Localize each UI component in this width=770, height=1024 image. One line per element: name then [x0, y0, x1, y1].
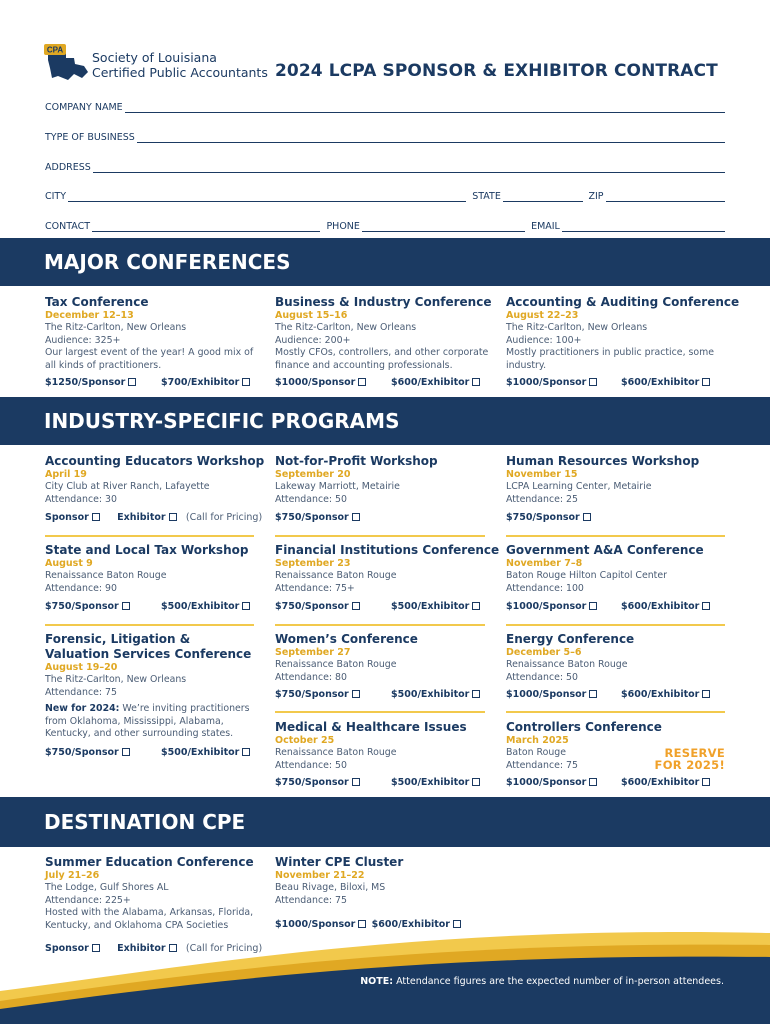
hr-sponsor-option[interactable]: $750/Sponsor	[506, 512, 591, 523]
event-financial-institutions-conference: Financial Institutions Conference September 23 Renaissance Baton Rouge Attendance: 75+	[275, 543, 500, 594]
event-state-local-tax-workshop: State and Local Tax Workshop August 9 Renaissance Baton Rouge Attendance: 90	[45, 543, 249, 594]
section-industry-programs: INDUSTRY-SPECIFIC PROGRAMS	[0, 397, 770, 445]
checkbox[interactable]	[702, 602, 710, 610]
logo-text: CPA	[46, 45, 64, 55]
checkbox[interactable]	[589, 378, 597, 386]
event-accounting-auditing-conference: Accounting & Auditing Conference August 22–23 The Ritz-Carlton, New Orleans Audience: 100+ Mostly practitioners in public practice, some industry.	[506, 295, 740, 371]
reserve-for-2025-badge: RESERVE FOR 2025!	[654, 746, 725, 772]
energy-sponsor-option[interactable]: $1000/Sponsor	[506, 689, 597, 700]
women-exhibitor-option[interactable]: $500/Exhibitor	[391, 689, 480, 700]
checkbox[interactable]	[352, 690, 360, 698]
event-forensic-litigation-valuation-conference: Forensic, Litigation & Valuation Services Conference August 19–20 The Ritz-Carlton, New Orleans Attendance: 75 New for 2024: We’re inviting practitioners from Oklahoma, Mississippi, Alabama, Kentucky, and other surrounding states.	[45, 632, 252, 740]
checkbox[interactable]	[472, 778, 480, 786]
address-field[interactable]: ADDRESS	[45, 159, 725, 173]
financial-sponsor-option[interactable]: $750/Sponsor	[275, 601, 360, 612]
event-winter-cpe-cluster: Winter CPE Cluster November 21–22 Beau Rivage, Biloxi, MS Attendance: 75	[275, 855, 404, 906]
checkbox[interactable]	[122, 748, 130, 756]
company-name-field[interactable]: COMPANY NAME	[45, 99, 725, 113]
checkbox[interactable]	[92, 513, 100, 521]
business-exhibitor-option[interactable]: $600/Exhibitor	[391, 377, 480, 388]
winter-options[interactable]: $1000/Sponsor $600/Exhibitor	[275, 919, 461, 930]
checkbox[interactable]	[242, 378, 250, 386]
tax-sponsor-option[interactable]: $1250/Sponsor	[45, 377, 136, 388]
checkbox[interactable]	[352, 513, 360, 521]
divider	[275, 624, 485, 626]
checkbox[interactable]	[583, 513, 591, 521]
checkbox[interactable]	[589, 602, 597, 610]
educators-options[interactable]: Sponsor Exhibitor (Call for Pricing)	[45, 512, 263, 523]
organization-name: Society of Louisiana Certified Public Accountants	[92, 50, 268, 80]
divider	[275, 711, 485, 713]
checkbox[interactable]	[702, 378, 710, 386]
divider	[45, 535, 254, 537]
event-accounting-educators-workshop: Accounting Educators Workshop April 19 City Club at River Ranch, Lafayette Attendance: 30	[45, 454, 265, 505]
financial-exhibitor-option[interactable]: $500/Exhibitor	[391, 601, 480, 612]
medical-sponsor-option[interactable]: $750/Sponsor	[275, 777, 360, 788]
divider	[45, 624, 254, 626]
checkbox[interactable]	[702, 690, 710, 698]
checkbox[interactable]	[589, 690, 597, 698]
city-state-zip-fields[interactable]: CITY STATE ZIP	[45, 188, 725, 202]
event-not-for-profit-workshop: Not-for-Profit Workshop September 20 Lakeway Marriott, Metairie Attendance: 50	[275, 454, 438, 505]
controllers-exhibitor-option[interactable]: $600/Exhibitor	[621, 777, 710, 788]
women-sponsor-option[interactable]: $750/Sponsor	[275, 689, 360, 700]
event-womens-conference: Women’s Conference September 27 Renaissance Baton Rouge Attendance: 80	[275, 632, 418, 683]
checkbox[interactable]	[352, 602, 360, 610]
checkbox[interactable]	[122, 602, 130, 610]
salt-sponsor-option[interactable]: $750/Sponsor	[45, 601, 130, 612]
event-business-industry-conference: Business & Industry Conference August 15–16 The Ritz-Carlton, New Orleans Audience: 200+ Mostly CFOs, controllers, and other corporate finance and accounting professionals.	[275, 295, 492, 371]
section-major-conferences: MAJOR CONFERENCES	[0, 238, 770, 286]
summer-options[interactable]: Sponsor Exhibitor (Call for Pricing)	[45, 943, 263, 954]
divider	[506, 535, 725, 537]
divider	[506, 624, 725, 626]
tax-exhibitor-option[interactable]: $700/Exhibitor	[161, 377, 250, 388]
government-sponsor-option[interactable]: $1000/Sponsor	[506, 601, 597, 612]
checkbox[interactable]	[472, 378, 480, 386]
divider	[275, 535, 485, 537]
attendance-note: NOTE: Attendance figures are the expected number of in-person attendees.	[360, 976, 724, 987]
salt-exhibitor-option[interactable]: $500/Exhibitor	[161, 601, 250, 612]
government-exhibitor-option[interactable]: $600/Exhibitor	[621, 601, 710, 612]
controllers-sponsor-option[interactable]: $1000/Sponsor	[506, 777, 597, 788]
checkbox[interactable]	[358, 378, 366, 386]
event-tax-conference: Tax Conference December 12–13 The Ritz-Carlton, New Orleans Audience: 325+ Our largest event of the year! A good mix of all kinds of practitioners.	[45, 295, 254, 371]
event-medical-healthcare-issues: Medical & Healthcare Issues October 25 Renaissance Baton Rouge Attendance: 50	[275, 720, 467, 771]
contract-title: 2024 LCPA SPONSOR & EXHIBITOR CONTRACT	[275, 61, 718, 81]
medical-exhibitor-option[interactable]: $500/Exhibitor	[391, 777, 480, 788]
checkbox[interactable]	[169, 513, 177, 521]
footer-wave	[0, 905, 770, 1024]
event-government-aa-conference: Government A&A Conference November 7–8 Baton Rouge Hilton Capitol Center Attendance: 100	[506, 543, 704, 594]
checkbox[interactable]	[472, 690, 480, 698]
event-energy-conference: Energy Conference December 5–6 Renaissance Baton Rouge Attendance: 50	[506, 632, 635, 683]
checkbox[interactable]	[589, 778, 597, 786]
checkbox[interactable]	[352, 778, 360, 786]
energy-exhibitor-option[interactable]: $600/Exhibitor	[621, 689, 710, 700]
forensic-sponsor-option[interactable]: $750/Sponsor	[45, 747, 130, 758]
checkbox[interactable]	[472, 602, 480, 610]
auditing-exhibitor-option[interactable]: $600/Exhibitor	[621, 377, 710, 388]
nonprofit-sponsor-option[interactable]: $750/Sponsor	[275, 512, 360, 523]
checkbox[interactable]	[242, 748, 250, 756]
divider	[506, 711, 725, 713]
forensic-exhibitor-option[interactable]: $500/Exhibitor	[161, 747, 250, 758]
checkbox[interactable]	[242, 602, 250, 610]
event-human-resources-workshop: Human Resources Workshop November 15 LCPA Learning Center, Metairie Attendance: 25	[506, 454, 700, 505]
business-sponsor-option[interactable]: $1000/Sponsor	[275, 377, 366, 388]
auditing-sponsor-option[interactable]: $1000/Sponsor	[506, 377, 597, 388]
lcpa-logo	[44, 44, 92, 84]
contact-phone-email-fields[interactable]: CONTACT PHONE EMAIL	[45, 218, 725, 232]
checkbox[interactable]	[702, 778, 710, 786]
event-controllers-conference: Controllers Conference March 2025 Baton Rouge Attendance: 75	[506, 720, 662, 771]
event-summer-education-conference: Summer Education Conference July 21–26 The Lodge, Gulf Shores AL Attendance: 225+ Hosted with the Alabama, Arkansas, Florida, Kentucky, and Oklahoma CPA Societies	[45, 855, 254, 931]
business-type-field[interactable]: TYPE OF BUSINESS	[45, 129, 725, 143]
checkbox[interactable]	[128, 378, 136, 386]
section-destination-cpe: DESTINATION CPE	[0, 797, 770, 847]
